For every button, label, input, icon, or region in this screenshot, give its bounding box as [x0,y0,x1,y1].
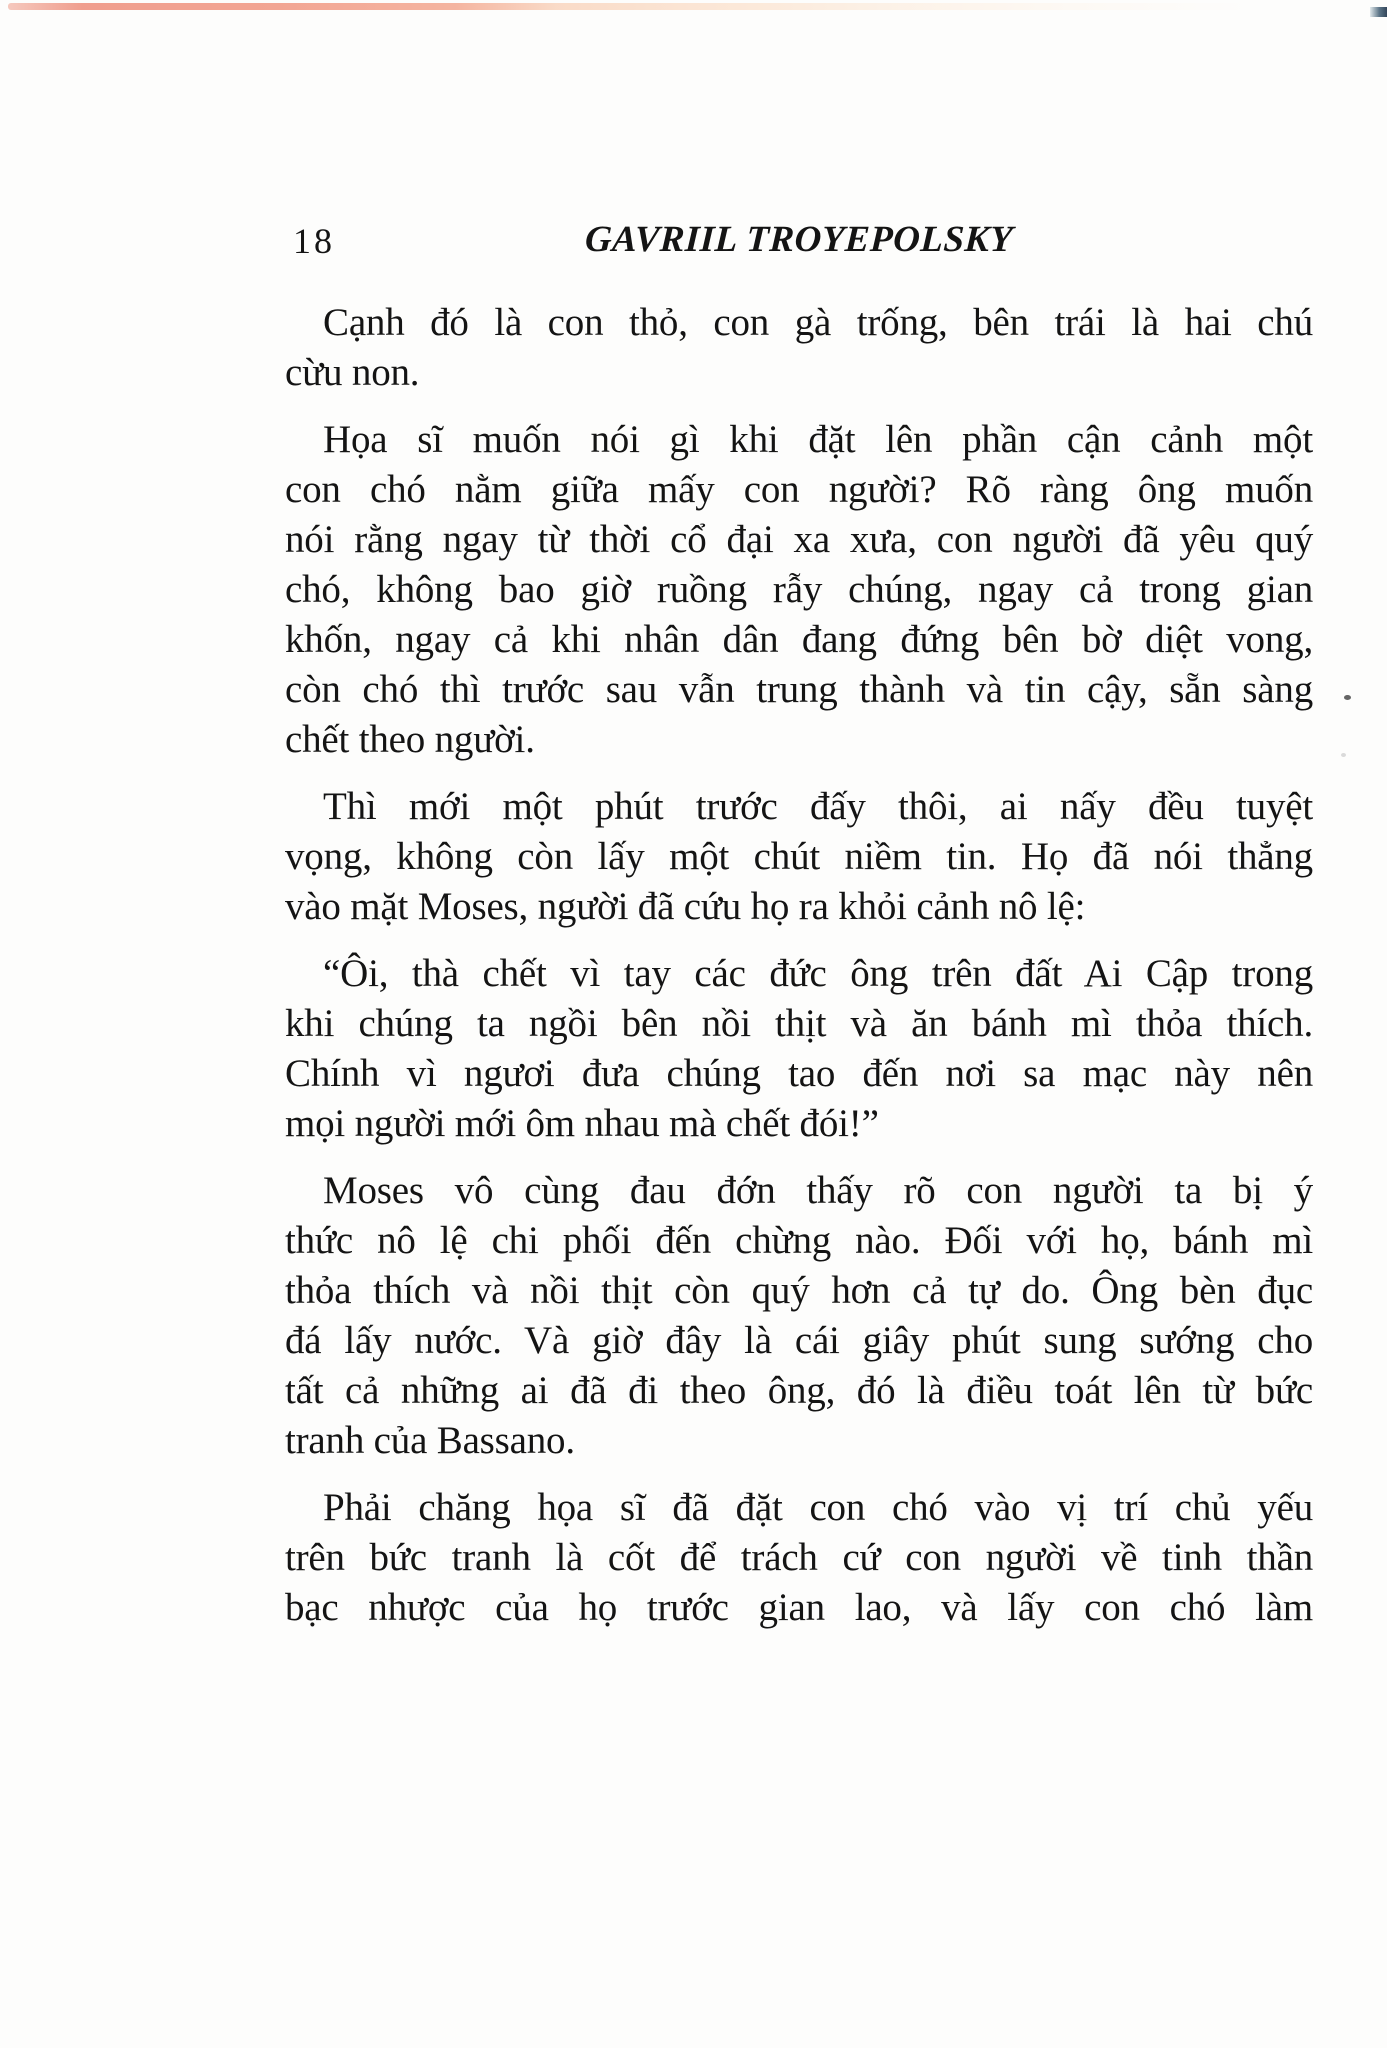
ink-speck [1344,695,1351,700]
text-line: trên bức tranh là cốt để trách cứ con người về tinh thần [285,1536,1313,1579]
paragraph [285,782,1313,932]
text-line: khi chúng ta ngồi bên nồi thịt và ăn bánh mì thỏa thích. [285,1002,1313,1045]
page-number: 18 [293,221,335,261]
body-text [285,298,1313,1650]
text-line: đá lấy nước. Và giờ đây là cái giây phút sung sướng cho [285,1319,1313,1362]
running-header-title: GAVRIIL TROYEPOLSKY [583,219,1014,260]
paragraph [285,949,1313,1149]
scan-artifact-top-bar [8,3,1253,10]
paragraph [285,415,1313,765]
text-line: “Ôi, thà chết vì tay các đức ông trên đất Ai Cập trong [323,952,1313,995]
text-line: tất cả những ai đã đi theo ông, đó là điều toát lên từ bức [285,1369,1313,1412]
text-line: thức nô lệ chi phối đến chừng nào. Đối với họ, bánh mì [285,1219,1313,1262]
paragraph [285,1166,1313,1466]
text-line: vào mặt Moses, người đã cứu họ ra khỏi cảnh nô lệ: [285,885,1086,928]
paragraph [285,1483,1313,1633]
text-line: chết theo người. [285,718,535,761]
ink-speck [1341,753,1346,757]
text-line: bạc nhược của họ trước gian lao, và lấy con chó làm [285,1586,1313,1629]
page-header [285,218,1313,264]
paragraph [285,298,1313,398]
text-line: cừu non. [285,351,420,394]
text-line: Cạnh đó là con thỏ, con gà trống, bên trái là hai chú [323,301,1313,344]
text-line: tranh của Bassano. [285,1419,575,1462]
text-line: vọng, không còn lấy một chút niềm tin. Họ đã nói thẳng [285,835,1313,878]
text-line: Moses vô cùng đau đớn thấy rõ con người ta bị ý [323,1169,1313,1212]
text-line: thỏa thích và nồi thịt còn quý hơn cả tự do. Ông bèn đục [285,1269,1313,1312]
text-line: con chó nằm giữa mấy con người? Rõ ràng ông muốn [285,468,1313,511]
scan-artifact-corner-mark [1370,7,1387,17]
text-line: còn chó thì trước sau vẫn trung thành và tin cậy, sẵn sàng [285,668,1313,711]
text-line: Chính vì ngươi đưa chúng tao đến nơi sa mạc này nên [285,1052,1313,1095]
text-line: Họa sĩ muốn nói gì khi đặt lên phần cận cảnh một [323,418,1313,461]
text-line: khốn, ngay cả khi nhân dân đang đứng bên bờ diệt vong, [285,618,1313,661]
text-line: Thì mới một phút trước đấy thôi, ai nấy đều tuyệt [323,785,1313,828]
text-line: Phải chăng họa sĩ đã đặt con chó vào vị trí chủ yếu [323,1486,1313,1529]
text-line: chó, không bao giờ ruồng rẫy chúng, ngay cả trong gian [285,568,1313,611]
text-line: mọi người mới ôm nhau mà chết đói!” [285,1102,879,1145]
text-line: nói rằng ngay từ thời cổ đại xa xưa, con người đã yêu quý [285,518,1313,561]
